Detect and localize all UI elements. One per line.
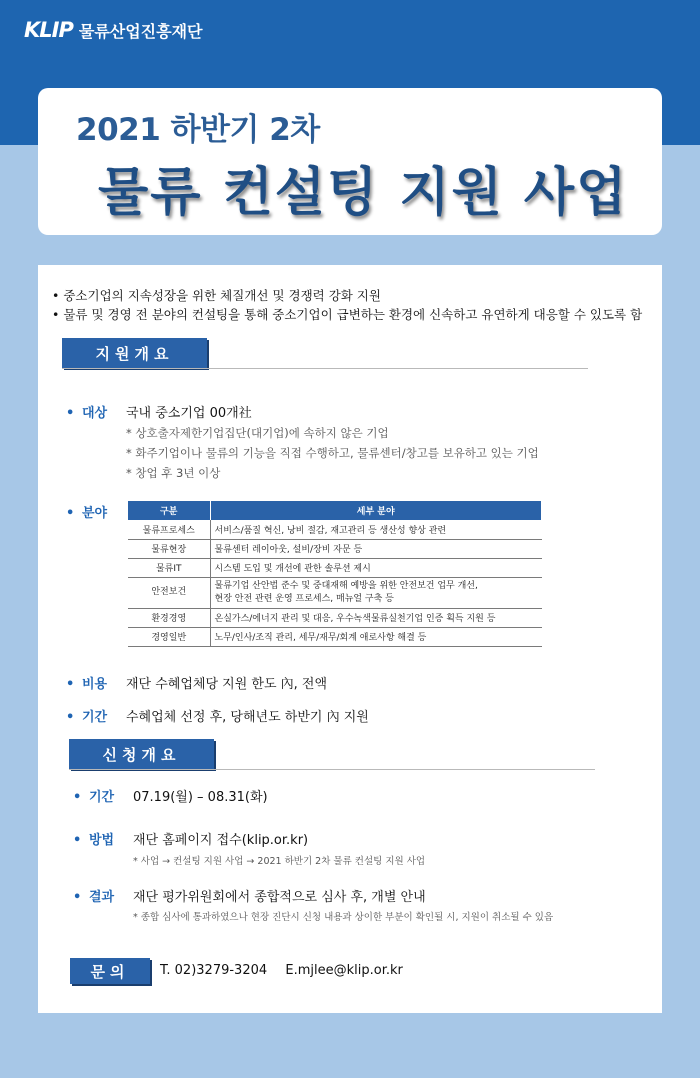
apply-period-label: 기간 — [89, 790, 115, 805]
apply-period-row — [73, 786, 268, 805]
table-cell-category: 환경경영 — [128, 608, 210, 627]
section-apply-heading: 신청개요 — [69, 739, 214, 769]
table-cell-detail: 노무/인사/조직 관리, 세무/재무/회계 애로사항 해결 등 — [210, 627, 542, 646]
intro-text — [52, 286, 642, 324]
apply-method-label: 방법 — [89, 833, 115, 848]
support-cost-value: 재단 수혜업체당 지원 한도 內, 전액 — [126, 677, 328, 692]
apply-result-value: 재단 평가위원회에서 종합적으로 심사 후, 개별 안내 — [133, 890, 426, 905]
contact-info — [160, 963, 403, 978]
support-target-label: 대상 — [82, 406, 108, 421]
target-note-3: * 창업 후 3년 이상 — [126, 466, 221, 480]
bullet-icon: • — [66, 710, 75, 725]
section-divider — [69, 769, 595, 770]
table-cell-category: 물류현장 — [128, 539, 210, 558]
support-period-label: 기간 — [82, 710, 108, 725]
contact-email: E.mjlee@klip.or.kr — [285, 963, 403, 978]
field-table — [128, 501, 542, 647]
table-cell-detail: 물류센터 레이아웃, 설비/장비 자문 등 — [210, 539, 542, 558]
support-cost-row — [66, 673, 327, 692]
logo-mark: KLIP — [24, 18, 73, 42]
page-title: 물류 컨설팅 지원 사업 — [98, 163, 629, 223]
klip-logo — [24, 18, 203, 42]
table-header-detail: 세부 분야 — [210, 501, 542, 520]
bullet-icon: • — [66, 406, 75, 421]
section-divider — [62, 368, 588, 369]
support-field-row — [66, 502, 126, 521]
page-subtitle: 2021 하반기 2차 — [76, 112, 320, 148]
table-row — [128, 608, 542, 627]
table-header-category: 구분 — [128, 501, 210, 520]
intro-line-2: • 물류 및 경영 전 분야의 컨설팅을 통해 중소기업이 급변하는 환경에 신속하고 유연하게 대응할 수 있도록 함 — [52, 307, 643, 322]
bullet-icon: • — [66, 506, 75, 521]
apply-period-value: 07.19(월) – 08.31(화) — [133, 790, 268, 805]
support-period-value: 수혜업체 선정 후, 당해년도 하반기 內 지원 — [126, 710, 369, 725]
apply-result-note: * 종합 심사에 통과하였으나 현장 진단시 신청 내용과 상이한 부분이 확인될 시, 지원이 취소될 수 있음 — [133, 912, 554, 923]
table-cell-detail: 온실가스/에너지 관리 및 대응, 우수녹색물류실천기업 인증 획득 지원 등 — [210, 608, 542, 627]
table-cell-category: 안전보건 — [128, 577, 210, 608]
contact-phone: T. 02)3279-3204 — [160, 963, 268, 978]
bullet-icon: • — [73, 890, 82, 905]
table-cell-category: 경영일반 — [128, 627, 210, 646]
contact-heading: 문의 — [70, 958, 150, 984]
apply-result-label: 결과 — [89, 890, 115, 905]
table-header-row — [128, 501, 542, 520]
table-row — [128, 520, 542, 539]
support-field-label: 분야 — [82, 506, 108, 521]
target-note-1: * 상호출자제한기업집단(대기업)에 속하지 않은 기업 — [126, 426, 389, 440]
support-target-row — [66, 402, 252, 421]
table-cell-category: 물류프로세스 — [128, 520, 210, 539]
bullet-icon: • — [73, 790, 82, 805]
table-cell-category: 물류IT — [128, 558, 210, 577]
intro-line-1: • 중소기업의 지속성장을 위한 체질개선 및 경쟁력 강화 지원 — [52, 288, 381, 303]
table-cell-detail: 서비스/품질 혁신, 낭비 절감, 재고관리 등 생산성 향상 관련 — [210, 520, 542, 539]
table-row — [128, 627, 542, 646]
target-note-2: * 화주기업이나 물류의 기능을 직접 수행하고, 물류센터/창고를 보유하고 있는 기업 — [126, 446, 539, 460]
table-row — [128, 577, 542, 608]
support-target-value: 국내 중소기업 00개社 — [126, 406, 252, 421]
bullet-icon: • — [66, 677, 75, 692]
support-cost-label: 비용 — [82, 677, 108, 692]
table-row — [128, 558, 542, 577]
apply-result-row — [73, 886, 426, 905]
apply-method-value: 재단 홈페이지 접수(klip.or.kr) — [133, 833, 309, 848]
table-cell-detail: 시스템 도입 및 개선에 관한 솔루션 제시 — [210, 558, 542, 577]
section-support-heading: 지원개요 — [62, 338, 207, 368]
table-cell-detail: 물류기업 산안법 준수 및 중대재해 예방을 위한 안전보건 업무 개선, 현장 안전 관련 운영 프로세스, 매뉴얼 구축 등 — [210, 577, 542, 608]
apply-method-row — [73, 829, 308, 848]
apply-method-note: * 사업 → 컨설팅 지원 사업 → 2021 하반기 2차 물류 컨설팅 지원 사업 — [133, 856, 426, 867]
bullet-icon: • — [73, 833, 82, 848]
logo-text: 물류산업진흥재단 — [78, 21, 203, 41]
support-period-row — [66, 706, 369, 725]
table-row — [128, 539, 542, 558]
